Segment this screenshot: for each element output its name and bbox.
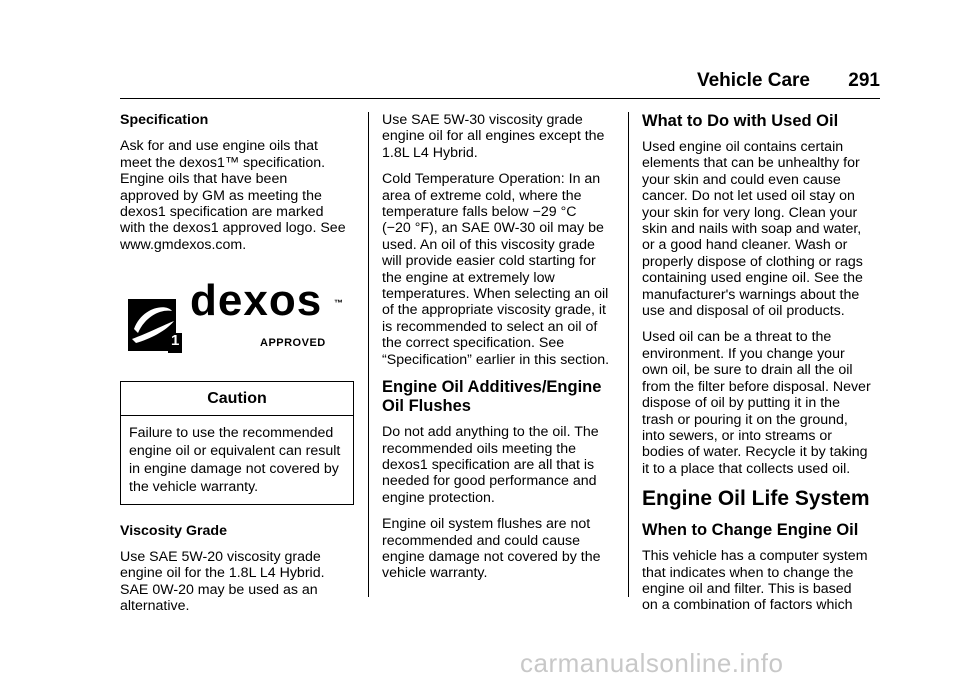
column-3 (642, 112, 882, 624)
used-oil-heading: What to Do with Used Oil (642, 112, 839, 130)
specification-heading: Specification (120, 112, 209, 128)
section-title: Vehicle Care (696, 70, 810, 91)
caution-title: Caution (121, 382, 353, 415)
viscosity-5w30-text: Use SAE 5W-30 viscosity grade engine oil for all engines except the 1.8L L4 Hybrid. (382, 112, 605, 161)
dexos1-approved-logo (128, 276, 353, 355)
logo-trademark: ™ (334, 298, 343, 309)
header-divider (120, 98, 880, 99)
column-divider-1 (368, 112, 369, 597)
column-2 (382, 112, 622, 592)
used-oil-health-text: Used engine oil contains certain elements that can be unhealthy for your skin and could even cause cancer. Do not let used oil stay on your skin for very long. Clean your skin and nails with soap and water, or a good hand cleaner. Wash or properly dispose of clothing or rags containing used engine oil. See the manufacturer's warnings about the use and disposal of oil products. (642, 139, 863, 320)
additives-heading: Engine Oil Additives/Engine Oil Flushes (382, 378, 602, 416)
logo-approved-text: APPROVED (260, 337, 326, 350)
viscosity-heading: Viscosity Grade (120, 522, 227, 539)
column-divider-2 (628, 112, 629, 597)
logo-brand-text: dexos (190, 276, 323, 326)
page-number: 291 (848, 70, 880, 91)
when-to-change-heading: When to Change Engine Oil (642, 521, 859, 540)
specification-text: Ask for and use engine oils that meet the dexos1™ specification. Engine oils that have been approved by GM as meeting the dexos1 specification are marked with the dexos1 approved logo. See www.gmdexos.com. (120, 138, 346, 253)
when-to-change-text: This vehicle has a computer system that indicates when to change the engine oil and filter. This is based on a combination of factors which (642, 548, 868, 614)
flushes-text: Engine oil system flushes are not recommended and could cause engine damage not covered by the vehicle warranty. (382, 516, 601, 582)
logo-digit: 1 (171, 332, 180, 350)
column-1 (120, 112, 360, 625)
running-header (650, 70, 880, 96)
oil-life-system-heading: Engine Oil Life System (642, 487, 870, 511)
cold-temperature-text: Cold Temperature Operation: In an area of extreme cold, where the temperature falls below −29 °C (−20 °F), an SAE 0W-30 oil may be used. An oil of this viscosity grade will provide easier cold starting for the engine at extremely low temperatures. When selecting an oil of the appropriate viscosity grade, it is recommended to select an oil of the correct specification. See “Specification” earlier in this section. (382, 171, 610, 368)
used-oil-environment-text: Used oil can be a threat to the environment. If you change your own oil, be sure to drain all the oil from the filter before disposal. Never dispose of oil by putting it in the trash or pouring it on the ground, into sewers, or into streams or bodies of water. Recycle it by taking it to a place that collects used oil. (642, 329, 871, 477)
caution-text: Failure to use the recommended engine oil or equivalent can result in engine damage not covered by the vehicle warranty. (129, 424, 341, 495)
caution-box (120, 381, 354, 504)
additives-text: Do not add anything to the oil. The recommended oils meeting the dexos1 specification are all that is needed for good performance and engine protection. (382, 424, 599, 506)
viscosity-text: Use SAE 5W-20 viscosity grade engine oil for the 1.8L L4 Hybrid. SAE 0W-20 may be used as an alternative. (120, 549, 325, 615)
watermark: carmanualsonline.info (520, 648, 784, 678)
